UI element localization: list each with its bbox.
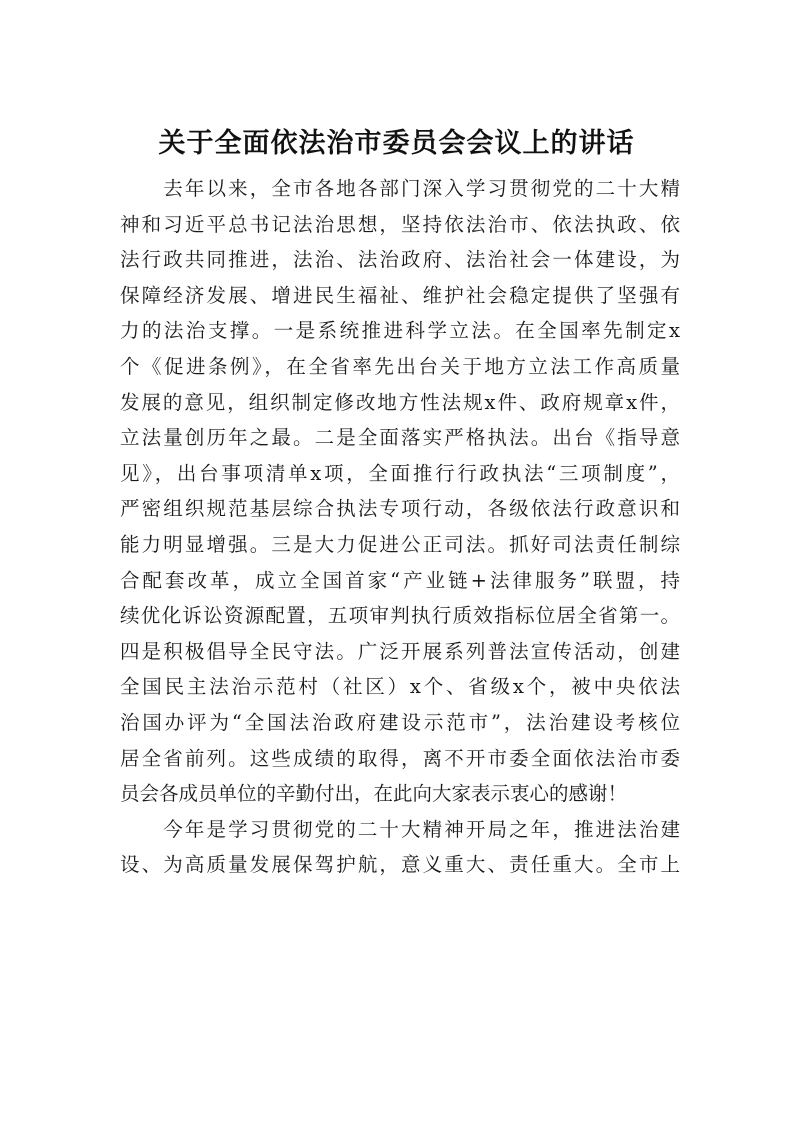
text-line: 严密组织规范基层综合执法专项行动，各级依法行政意识和	[120, 497, 680, 521]
text-line: 保障经济发展、增进民生福祉、维护社会稳定提供了坚强有	[120, 283, 680, 307]
text-line: 见》，出台事项清单x项，全面推行行政执法“三项制度”，	[120, 461, 680, 485]
text-line: 续优化诉讼资源配置，五项审判执行质效指标位居全省第一。	[120, 604, 680, 628]
text-line: 今年是学习贯彻党的二十大精神开局之年，推进法治建	[120, 817, 680, 841]
document-body	[120, 171, 680, 883]
text-line: 设、为高质量发展保驾护航，意义重大、责任重大。全市上	[120, 853, 680, 877]
text-line: 四是积极倡导全民守法。广泛开展系列普法宣传活动，创建	[120, 639, 680, 663]
text-line: 去年以来，全市各地各部门深入学习贯彻党的二十大精	[120, 177, 680, 200]
text-line: 全国民主法治示范村（社区）x个、省级x个，被中央依法	[120, 675, 680, 699]
text-line: 力的法治支撑。一是系统推进科学立法。在全国率先制定x	[120, 319, 680, 343]
text-line: 员会各成员单位的辛勤付出，在此向大家表示衷心的感谢！	[120, 782, 628, 806]
text-line: 神和习近平总书记法治思想，坚持依法治市、依法执政、依	[120, 212, 680, 236]
text-line: 居全省前列。这些成绩的取得，离不开市委全面依法治市委	[120, 746, 680, 770]
text-line: 发展的意见，组织制定修改地方性法规x件、政府规章x件，	[120, 390, 680, 414]
text-line: 个《促进条例》，在全省率先出台关于地方立法工作高质量	[120, 354, 680, 378]
text-line: 治国办评为“全国法治政府建设示范市”，法治建设考核位	[120, 710, 680, 734]
text-line: 合配套改革，成立全国首家“产业链+法律服务”联盟，持	[120, 568, 680, 592]
text-line: 能力明显增强。三是大力促进公正司法。抓好司法责任制综	[120, 532, 680, 556]
document-title: 关于全面依法治市委员会会议上的讲话	[158, 128, 635, 159]
text-line: 法行政共同推进，法治、法治政府、法治社会一体建设，为	[120, 248, 680, 272]
text-line: 立法量创历年之最。二是全面落实严格执法。出台《指导意	[120, 426, 680, 450]
